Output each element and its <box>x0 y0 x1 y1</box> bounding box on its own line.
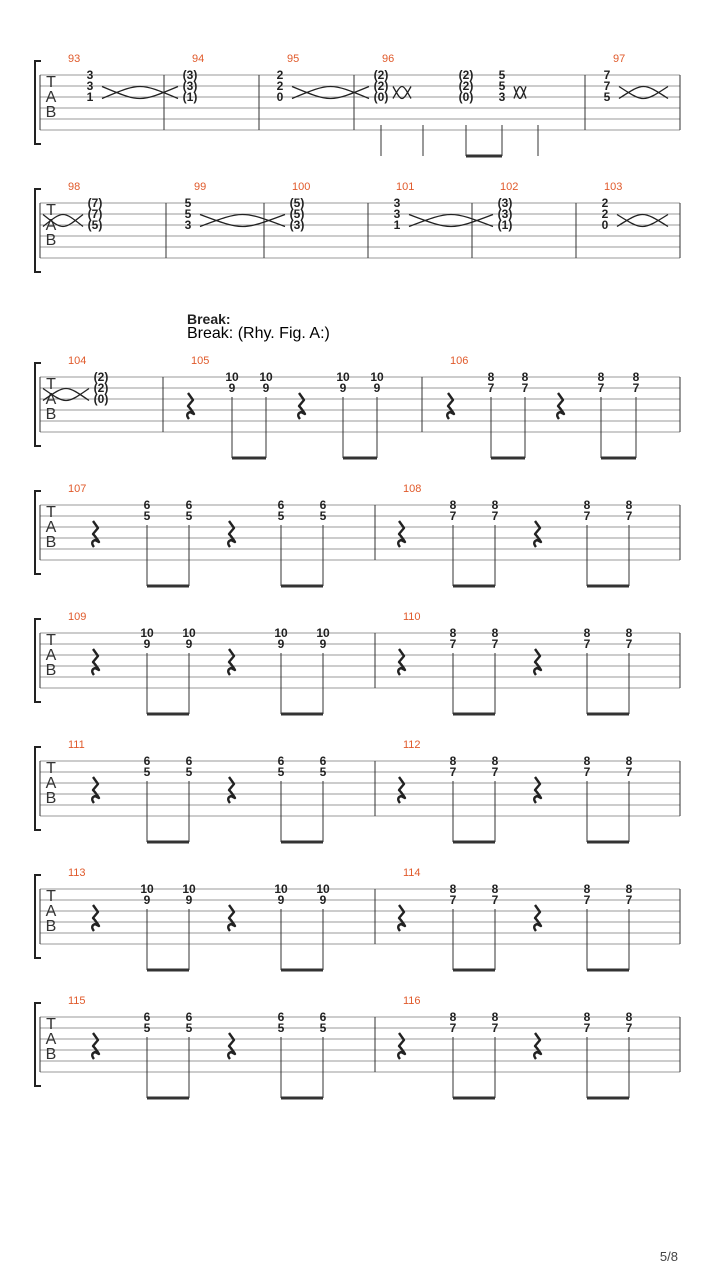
fret-number: 8 <box>487 370 495 384</box>
fret-number: 6 <box>185 754 193 768</box>
fret-number: 8 <box>449 754 457 768</box>
fret-number: 8 <box>583 882 591 896</box>
fret-number: (1) <box>497 218 513 232</box>
fret-number: 7 <box>491 509 499 523</box>
fret-number: 8 <box>491 498 499 512</box>
measure-number: 112 <box>403 739 421 751</box>
fret-number: 9 <box>228 381 236 395</box>
tab-clef-letter: A <box>45 89 57 106</box>
fret-number: 9 <box>185 893 193 907</box>
quarter-rest <box>228 521 235 547</box>
fret-number: 0 <box>276 90 284 104</box>
fret-number: 7 <box>583 893 591 907</box>
quarter-rest <box>298 393 305 419</box>
quarter-rest <box>92 649 99 675</box>
fret-number: (3) <box>497 207 513 221</box>
tab-clef-letter: T <box>46 202 56 219</box>
quarter-rest <box>534 521 541 547</box>
measure-number: 114 <box>403 867 421 879</box>
quarter-rest <box>557 393 564 419</box>
page-number: 5/8 <box>659 1249 678 1264</box>
fret-number: 9 <box>143 893 151 907</box>
quarter-rest <box>92 1033 99 1059</box>
tab-clef-letter: B <box>45 662 57 679</box>
quarter-rest <box>398 905 405 931</box>
break-subtitle: Break: (Rhy. Fig. A:) <box>187 325 330 342</box>
fret-number: (0) <box>458 90 474 104</box>
fret-number: (2) <box>373 79 389 93</box>
fret-number: 7 <box>625 1021 633 1035</box>
fret-number: 10 <box>140 626 154 640</box>
fret-number: 7 <box>583 765 591 779</box>
fret-number: 7 <box>583 1021 591 1035</box>
quarter-rest <box>228 777 235 803</box>
fret-number: 5 <box>498 79 506 93</box>
fret-number: 6 <box>277 498 285 512</box>
fret-number: 7 <box>583 637 591 651</box>
measure-number: 107 <box>68 483 87 495</box>
fret-number: 5 <box>143 765 151 779</box>
fret-number: 7 <box>603 79 611 93</box>
fret-number: 1 <box>86 90 94 104</box>
fret-number: 5 <box>277 509 285 523</box>
break-heading: Break: <box>187 311 231 327</box>
tab-clef-letter: B <box>45 406 57 423</box>
measure-number: 115 <box>68 995 86 1007</box>
fret-number: 8 <box>449 1010 457 1024</box>
fret-number: 8 <box>625 1010 633 1024</box>
quarter-rest <box>534 777 541 803</box>
fret-number: (5) <box>289 196 305 210</box>
fret-number: (3) <box>182 79 198 93</box>
fret-number: 5 <box>185 765 193 779</box>
fret-number: 5 <box>143 509 151 523</box>
fret-number: (1) <box>182 90 198 104</box>
fret-number: (0) <box>373 90 389 104</box>
fret-number: 6 <box>319 754 327 768</box>
fret-number: 3 <box>86 68 94 82</box>
fret-number: 3 <box>498 90 506 104</box>
measure-number: 108 <box>403 483 422 495</box>
fret-number: 7 <box>521 381 529 395</box>
fret-number: 6 <box>143 498 151 512</box>
quarter-rest <box>228 1033 235 1059</box>
fret-number: 9 <box>185 637 193 651</box>
fret-number: 7 <box>487 381 495 395</box>
tab-clef-letter: A <box>45 647 57 664</box>
fret-number: 8 <box>583 754 591 768</box>
fret-number: 8 <box>583 626 591 640</box>
tab-clef-letter: A <box>45 391 57 408</box>
fret-number: 8 <box>449 882 457 896</box>
quarter-rest <box>228 649 235 675</box>
fret-number: 10 <box>182 626 196 640</box>
fret-number: 6 <box>185 498 193 512</box>
fret-number: 5 <box>184 196 192 210</box>
fret-number: 2 <box>601 207 609 221</box>
fret-number: 9 <box>339 381 347 395</box>
fret-number: 5 <box>319 509 327 523</box>
fret-number: (2) <box>458 68 474 82</box>
fret-number: 6 <box>319 498 327 512</box>
fret-number: 7 <box>449 1021 457 1035</box>
quarter-rest <box>92 521 99 547</box>
quarter-rest <box>398 649 405 675</box>
fret-number: 7 <box>625 893 633 907</box>
tab-clef-letter: B <box>45 534 57 551</box>
fret-number: 6 <box>277 754 285 768</box>
fret-number: 7 <box>449 893 457 907</box>
fret-number: 9 <box>373 381 381 395</box>
tab-clef-letter: A <box>45 775 57 792</box>
fret-number: 5 <box>603 90 611 104</box>
fret-number: 2 <box>276 79 284 93</box>
quarter-rest <box>534 649 541 675</box>
fret-number: 7 <box>625 637 633 651</box>
fret-number: 3 <box>393 196 401 210</box>
fret-number: 10 <box>182 882 196 896</box>
fret-number: 10 <box>370 370 384 384</box>
measure-number: 103 <box>604 181 623 193</box>
fret-number: 10 <box>274 882 288 896</box>
quarter-rest <box>228 905 235 931</box>
tab-clef-letter: A <box>45 519 57 536</box>
tab-clef-letter: B <box>45 232 57 249</box>
fret-number: 8 <box>491 754 499 768</box>
fret-number: 5 <box>498 68 506 82</box>
fret-number: 10 <box>259 370 273 384</box>
fret-number: 7 <box>449 509 457 523</box>
fret-number: 7 <box>625 765 633 779</box>
fret-number: 8 <box>449 498 457 512</box>
measure-number: 94 <box>192 53 205 65</box>
fret-number: 10 <box>140 882 154 896</box>
fret-number: 9 <box>262 381 270 395</box>
fret-number: 2 <box>276 68 284 82</box>
fret-number: 1 <box>393 218 401 232</box>
quarter-rest <box>187 393 194 419</box>
fret-number: 9 <box>277 637 285 651</box>
measure-number: 100 <box>292 181 311 193</box>
fret-number: 8 <box>491 1010 499 1024</box>
fret-number: (7) <box>87 196 103 210</box>
fret-number: 8 <box>632 370 640 384</box>
fret-number: 6 <box>319 1010 327 1024</box>
quarter-rest <box>534 1033 541 1059</box>
measure-number: 116 <box>403 995 421 1007</box>
measure-number: 96 <box>382 53 395 65</box>
measure-number: 111 <box>68 739 85 751</box>
measure-number: 104 <box>68 355 87 367</box>
fret-number: 9 <box>277 893 285 907</box>
fret-number: 8 <box>583 1010 591 1024</box>
fret-number: 7 <box>449 637 457 651</box>
fret-number: (2) <box>93 381 109 395</box>
tab-clef-letter: T <box>46 632 56 649</box>
fret-number: 8 <box>597 370 605 384</box>
quarter-rest <box>534 905 541 931</box>
fret-number: 10 <box>225 370 239 384</box>
fret-number: (2) <box>458 79 474 93</box>
measure-number: 105 <box>191 355 210 367</box>
quarter-rest <box>398 521 405 547</box>
measure-number: 93 <box>68 53 81 65</box>
fret-number: 7 <box>491 1021 499 1035</box>
fret-number: (5) <box>87 218 103 232</box>
fret-number: 10 <box>336 370 350 384</box>
fret-number: 7 <box>491 893 499 907</box>
fret-number: 7 <box>491 637 499 651</box>
fret-number: 8 <box>521 370 529 384</box>
measure-number: 97 <box>613 53 626 65</box>
quarter-rest <box>92 777 99 803</box>
fret-number: 8 <box>583 498 591 512</box>
tab-clef-letter: A <box>45 217 57 234</box>
fret-number: 9 <box>143 637 151 651</box>
tab-clef-letter: T <box>46 1016 56 1033</box>
quarter-rest <box>398 1033 405 1059</box>
quarter-rest <box>398 777 405 803</box>
fret-number: 7 <box>603 68 611 82</box>
fret-number: (7) <box>87 207 103 221</box>
quarter-rest <box>92 905 99 931</box>
fret-number: 8 <box>491 882 499 896</box>
measure-number: 95 <box>287 53 300 65</box>
tab-clef-letter: T <box>46 504 56 521</box>
fret-number: 3 <box>393 207 401 221</box>
fret-number: 5 <box>277 1021 285 1035</box>
fret-number: 5 <box>319 1021 327 1035</box>
measure-number: 102 <box>500 181 519 193</box>
measure-number: 109 <box>68 611 87 623</box>
fret-number: 10 <box>316 882 330 896</box>
measure-number: 106 <box>450 355 469 367</box>
tab-clef-letter: T <box>46 74 56 91</box>
fret-number: 5 <box>277 765 285 779</box>
fret-number: 6 <box>143 754 151 768</box>
fret-number: 8 <box>491 626 499 640</box>
fret-number: 3 <box>86 79 94 93</box>
measure-number: 99 <box>194 181 207 193</box>
tab-clef-letter: A <box>45 1031 57 1048</box>
fret-number: 8 <box>449 626 457 640</box>
fret-number: (3) <box>289 218 305 232</box>
measure-number: 98 <box>68 181 81 193</box>
fret-number: 7 <box>632 381 640 395</box>
fret-number: 10 <box>274 626 288 640</box>
fret-number: 7 <box>597 381 605 395</box>
fret-number: 8 <box>625 498 633 512</box>
fret-number: 6 <box>185 1010 193 1024</box>
fret-number: 7 <box>625 509 633 523</box>
fret-number: (2) <box>93 370 109 384</box>
fret-number: 9 <box>319 637 327 651</box>
fret-number: 7 <box>449 765 457 779</box>
measure-number: 113 <box>68 867 86 879</box>
tab-clef-letter: A <box>45 903 57 920</box>
tab-clef-letter: T <box>46 376 56 393</box>
fret-number: 5 <box>185 509 193 523</box>
measure-number: 110 <box>403 611 421 623</box>
fret-number: 8 <box>625 626 633 640</box>
fret-number: 5 <box>185 1021 193 1035</box>
tab-clef-letter: B <box>45 1046 57 1063</box>
fret-number: 0 <box>601 218 609 232</box>
fret-number: 6 <box>143 1010 151 1024</box>
fret-number: 5 <box>319 765 327 779</box>
fret-number: 9 <box>319 893 327 907</box>
tab-clef-letter: B <box>45 790 57 807</box>
fret-number: (3) <box>182 68 198 82</box>
fret-number: (2) <box>373 68 389 82</box>
fret-number: 2 <box>601 196 609 210</box>
quarter-rest <box>447 393 454 419</box>
tab-clef-letter: T <box>46 760 56 777</box>
fret-number: 3 <box>184 218 192 232</box>
measure-number: 101 <box>396 181 415 193</box>
fret-number: 5 <box>143 1021 151 1035</box>
fret-number: 10 <box>316 626 330 640</box>
fret-number: 8 <box>625 882 633 896</box>
tab-clef-letter: B <box>45 918 57 935</box>
fret-number: 7 <box>583 509 591 523</box>
fret-number: (0) <box>93 392 109 406</box>
fret-number: (3) <box>497 196 513 210</box>
fret-number: (5) <box>289 207 305 221</box>
tab-clef-letter: B <box>45 104 57 121</box>
fret-number: 7 <box>491 765 499 779</box>
fret-number: 8 <box>625 754 633 768</box>
fret-number: 6 <box>277 1010 285 1024</box>
tab-clef-letter: T <box>46 888 56 905</box>
fret-number: 5 <box>184 207 192 221</box>
